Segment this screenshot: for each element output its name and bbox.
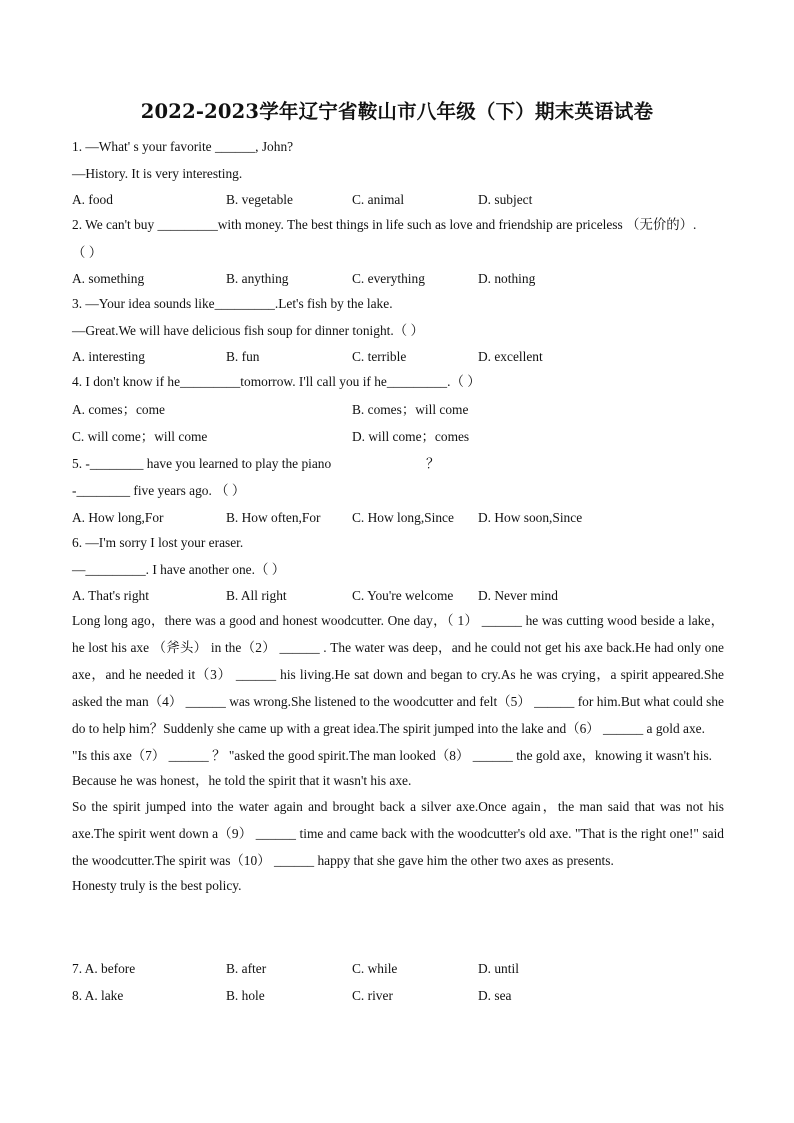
option-c: C. river xyxy=(352,988,393,1003)
passage-paragraph-2: "Is this axe（7） ______ ？ "asked the good spirit.The man looked（8） ______ the gold axe，knowing it wasn't his. xyxy=(72,748,713,763)
option-b: B. All right xyxy=(226,588,287,603)
option-a: A. That's right xyxy=(72,588,149,603)
question-1-stem: 1. —What' s your favorite ______, John? xyxy=(72,139,294,154)
option-d: D. until xyxy=(478,961,519,976)
option-c: C. How long,Since xyxy=(352,510,454,525)
option-a: A. something xyxy=(72,271,145,286)
option-d: D. subject xyxy=(478,192,533,207)
question-2-answer-paren: （ ） xyxy=(72,245,103,260)
option-d: D. sea xyxy=(478,988,512,1003)
option-b: B. hole xyxy=(226,988,265,1003)
option-c: C. animal xyxy=(352,192,405,207)
question-5-reply: -________ five years ago. （ ） xyxy=(72,483,246,498)
passage-paragraph-1: Long long ago，there was a good and honest woodcutter. One day，（ 1） ______ he was cutting wood beside a lake，he lost his axe （斧头） in the（2） ______ . The water was deep，and he could not get his axe back.He had only one axe，and he needed it（3） ______ his living.He sat down and began to cry.As he was crying，a spirit appeared.She asked the man（4） ______ was wrong.She listened to the woodcutter and felt（5） ______ for him.But what could she do to help him？Suddenly she came up with a great idea.The spirit jumped into the lake and（6） ______ a gold axe. xyxy=(72,613,724,736)
option-d: D. will come；comes xyxy=(352,429,470,444)
question-6-reply: —_________. I have another one.（ ） xyxy=(72,562,286,577)
question-2-stem: 2. We can't buy _________with money. The best things in life such as love and friendship are priceless （无价的）. xyxy=(72,217,697,232)
question-4-stem: 4. I don't know if he_________tomorrow. I'll call you if he_________.（ ） xyxy=(72,374,481,389)
option-c: C. You're welcome xyxy=(352,588,454,603)
option-a: 7. A. before xyxy=(72,961,136,976)
option-d: D. How soon,Since xyxy=(478,510,583,525)
option-b: B. How often,For xyxy=(226,510,321,525)
option-b: B. comes；will come xyxy=(352,402,469,417)
passage-paragraph-5: Honesty truly is the best policy. xyxy=(72,878,242,893)
option-b: B. after xyxy=(226,961,267,976)
option-a: 8. A. lake xyxy=(72,988,124,1003)
cloze-passage xyxy=(72,607,724,898)
option-c: C. will come；will come xyxy=(72,429,208,444)
option-a: A. comes；come xyxy=(72,402,165,417)
option-a: A. interesting xyxy=(72,349,145,364)
option-b: B. anything xyxy=(226,271,289,286)
option-d: D. Never mind xyxy=(478,588,558,603)
option-b: B. vegetable xyxy=(226,192,293,207)
question-3-reply: —Great.We will have delicious fish soup for dinner tonight.（ ） xyxy=(72,323,424,338)
question-6-stem: 6. —I'm sorry I lost your eraser. xyxy=(72,535,244,550)
option-b: B. fun xyxy=(226,349,260,364)
option-d: D. nothing xyxy=(478,271,536,286)
option-a: A. How long,For xyxy=(72,510,164,525)
passage-paragraph-4: So the spirit jumped into the water again and brought back a silver axe.Once again，the man said that was not his axe.The spirit went down a（9） ______ time and came back with the woodcutter's old axe. "That is the right one!" said the woodcutter.The spirit was（10） ______ happy that she gave him the other two axes as presents. xyxy=(72,799,724,868)
option-c: C. while xyxy=(352,961,398,976)
passage-paragraph-3: Because he was honest，he told the spirit that it wasn't his axe. xyxy=(72,773,412,788)
question-5-question-mark: ？ xyxy=(426,456,440,471)
option-d: D. excellent xyxy=(478,349,543,364)
option-a: A. food xyxy=(72,192,113,207)
question-5-stem: 5. -________ have you learned to play the piano xyxy=(72,456,332,471)
option-c: C. terrible xyxy=(352,349,407,364)
option-c: C. everything xyxy=(352,271,425,286)
exam-title: 2022-2023学年辽宁省鞍山市八年级（下）期末英语试卷 xyxy=(140,100,654,123)
question-3-stem: 3. —Your idea sounds like_________.Let's fish by the lake. xyxy=(72,296,393,311)
question-1-reply: —History. It is very interesting. xyxy=(72,166,243,181)
